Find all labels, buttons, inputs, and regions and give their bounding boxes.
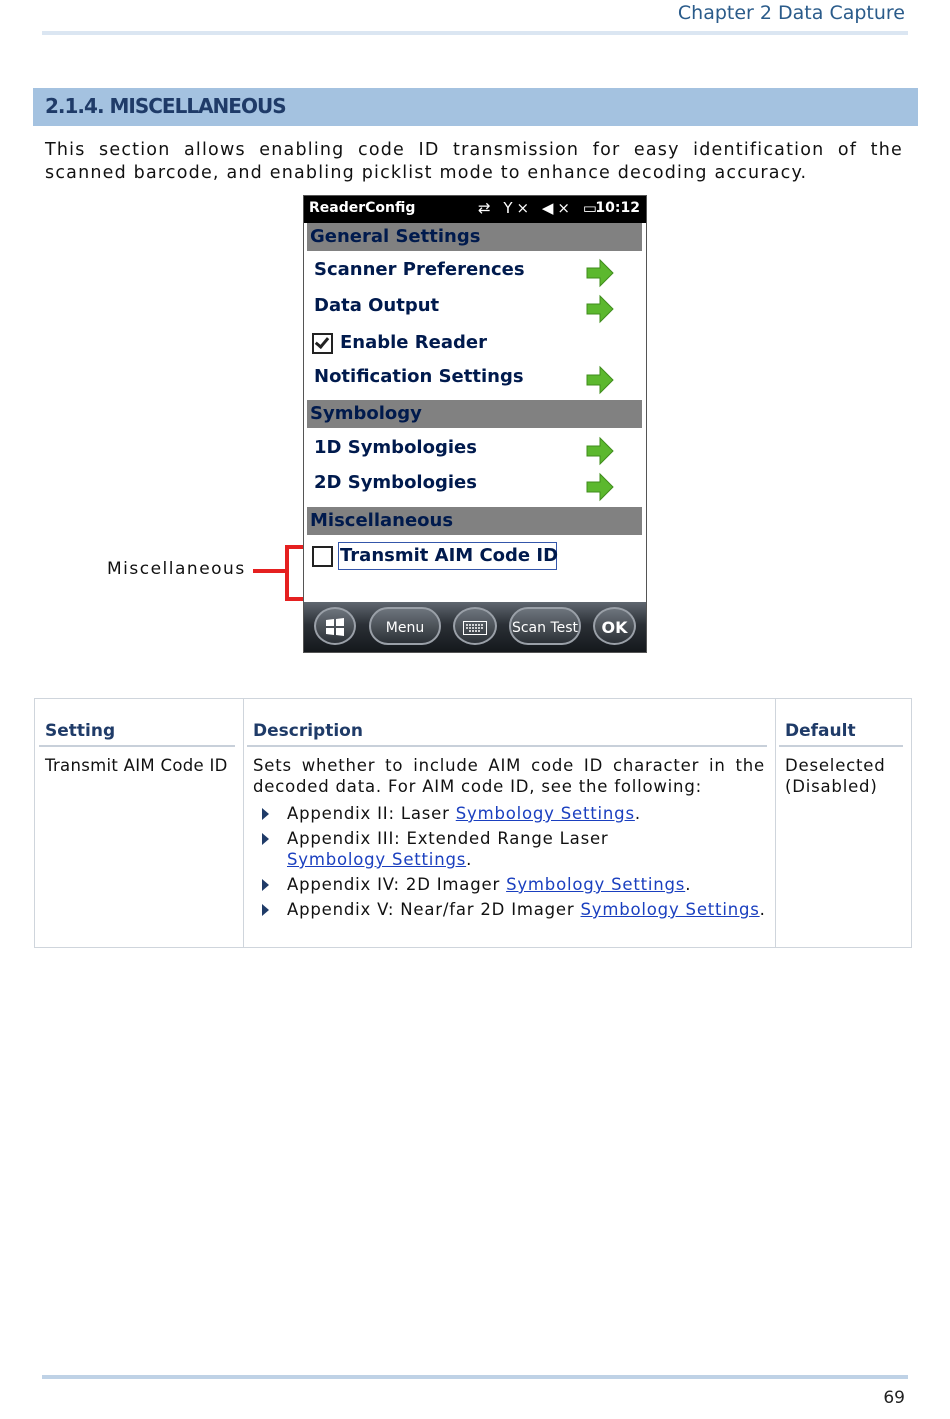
device-app-title: ReaderConfig [309,200,416,216]
header-underline [39,745,235,747]
list-item [253,828,707,870]
cell-description: Sets whether to include AIM code ID character in the decoded data. For AIM code ID, see the following: [253,756,765,796]
table-header-setting: Setting [45,721,116,741]
chapter-title: Chapter 2 Data Capture [677,2,905,24]
section-heading-bar [33,88,918,126]
keyboard-icon [463,621,487,635]
bullet-suffix: . [634,804,641,823]
bullet-suffix: . [685,875,692,894]
table-header-description: Description [253,721,363,741]
column-divider [775,699,776,947]
start-button[interactable] [314,607,356,645]
menu-item-data-output[interactable]: Data Output [314,295,440,316]
appendix-list [253,803,773,924]
device-softkey-bar [304,602,646,652]
symbology-settings-link[interactable]: Symbology Settings [455,804,635,823]
page-number: 69 [883,1388,905,1408]
device-screenshot [303,195,647,653]
menu-item-2d-symbologies[interactable]: 2D Symbologies [314,472,477,493]
list-item [253,899,773,920]
cell-default: Deselected (Disabled) [785,756,886,796]
symbology-settings-link[interactable]: Symbology Settings [580,900,760,919]
ok-button[interactable]: OK [593,607,636,645]
header-divider [42,31,908,35]
status-icons: ⇄ Y× ◀× ▭ [478,199,601,217]
menu-item-enable-reader[interactable]: Enable Reader [340,332,487,353]
arrow-right-icon[interactable] [585,258,615,288]
bullet-text: Appendix II: Laser [287,804,456,823]
group-header-symbology: Symbology [307,400,642,428]
arrow-right-icon[interactable] [585,472,615,502]
list-item [253,874,773,895]
cell-setting: Transmit AIM Code ID [45,756,228,775]
list-item [253,803,773,824]
section-title: 2.1.4. MISCELLANEOUS [45,94,286,118]
intro-paragraph: This section allows enabling code ID transmission for easy identification of the scanned barcode, and enabling picklist mode to enhance decoding accuracy. [45,140,903,183]
transmit-aim-checkbox[interactable] [312,546,333,567]
settings-table [34,698,912,948]
menu-item-1d-symbologies[interactable]: 1D Symbologies [314,437,477,458]
menu-item-notification-settings[interactable]: Notification Settings [314,366,524,387]
group-header-miscellaneous: Miscellaneous [307,507,642,535]
symbology-settings-link[interactable]: Symbology Settings [287,850,467,869]
footer-divider [42,1375,908,1379]
header-underline [779,745,903,747]
arrow-right-icon[interactable] [585,365,615,395]
callout-bracket [253,544,305,604]
table-header-default: Default [785,721,856,741]
device-status-bar [304,196,646,223]
arrow-right-icon[interactable] [585,436,615,466]
bullet-suffix: . [759,900,766,919]
group-header-general: General Settings [307,223,642,251]
bullet-text: Appendix III: Extended Range Laser [287,829,609,848]
windows-logo-icon [324,616,346,638]
callout-label: Miscellaneous [107,559,246,579]
scan-test-button[interactable]: Scan Test [509,607,581,645]
symbology-settings-link[interactable]: Symbology Settings [506,875,686,894]
bullet-suffix: . [466,850,473,869]
device-clock: 10:12 [595,200,640,216]
column-divider [243,699,244,947]
menu-button[interactable]: Menu [369,607,441,645]
header-underline [247,745,767,747]
keyboard-button[interactable] [453,607,497,645]
arrow-right-icon[interactable] [585,294,615,324]
bullet-text: Appendix IV: 2D Imager [287,875,507,894]
menu-item-scanner-preferences[interactable]: Scanner Preferences [314,259,525,280]
bullet-text: Appendix V: Near/far 2D Imager [287,900,581,919]
enable-reader-checkbox[interactable] [312,333,333,354]
menu-item-transmit-aim-code-id[interactable]: Transmit AIM Code ID [340,545,559,566]
